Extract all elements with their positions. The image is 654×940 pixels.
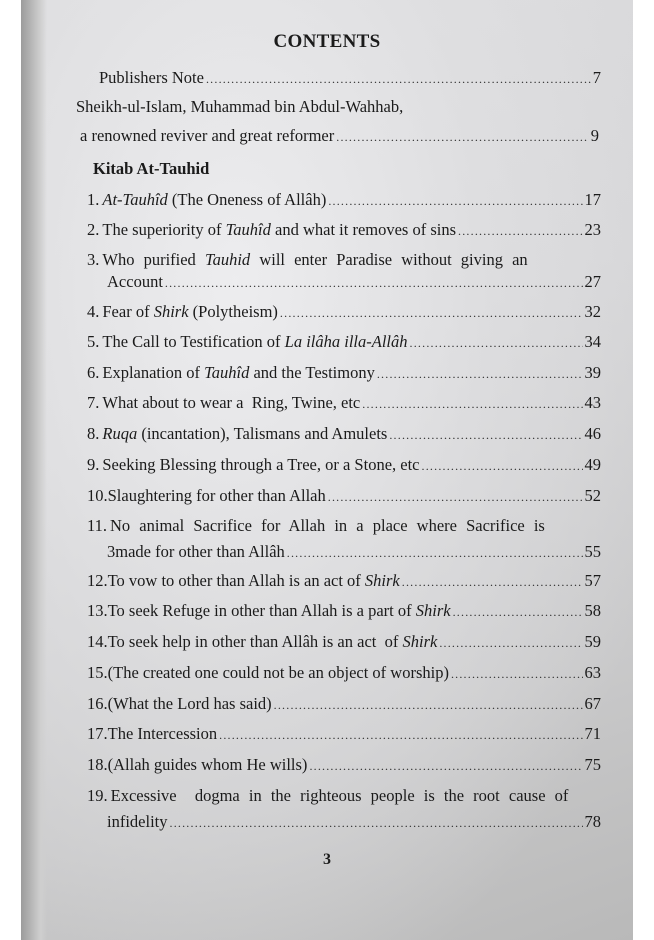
italic-term: La ilâha illa-Allâh xyxy=(284,332,408,351)
toc-entry-chapter-7[interactable] xyxy=(87,391,601,413)
toc-entry-page: 17 xyxy=(584,190,601,209)
label-text: No animal Sacrifice for Allah in a place where Sacrifice is xyxy=(110,516,545,535)
toc-entry-chapter-10[interactable] xyxy=(87,484,601,506)
toc-entry-chapter-3[interactable] xyxy=(87,248,601,270)
italic-term: Tauhid xyxy=(204,250,251,269)
label-text: (incantation), Talismans and Amulets xyxy=(137,424,388,443)
toc-entry-label-continued: Account xyxy=(107,272,163,291)
chapter-number: 11. xyxy=(87,516,108,535)
toc-entry-chapter-3-continued[interactable] xyxy=(107,270,601,292)
toc-entry-page: 7 xyxy=(592,68,601,87)
toc-entry-label xyxy=(108,663,449,683)
chapter-number: 4. xyxy=(87,302,100,321)
italic-term: Shirk xyxy=(402,632,438,651)
dot-leader xyxy=(336,128,589,146)
italic-term: Ruqa xyxy=(102,424,138,443)
toc-entry-chapter-1[interactable] xyxy=(87,188,601,210)
toc-entry-label: Publishers Note xyxy=(99,68,204,87)
italic-term: Shirk xyxy=(364,571,400,590)
dot-leader xyxy=(389,426,582,444)
label-text: What about to wear a Ring, Twine, etc xyxy=(102,393,361,412)
toc-entry-page: 39 xyxy=(584,363,601,382)
toc-entry-chapter-9[interactable] xyxy=(87,453,601,475)
toc-entry-chapter-15[interactable] xyxy=(87,661,601,683)
label-text: and what it removes of sins xyxy=(270,220,457,239)
toc-entry-page: 52 xyxy=(584,486,601,505)
toc-entry-label: a renowned reviver and great reformer xyxy=(80,126,335,145)
toc-entry-page: 55 xyxy=(584,542,601,561)
label-text: (What the Lord has said) xyxy=(107,694,272,713)
toc-entry-page: 67 xyxy=(584,694,601,713)
label-text: The superiority of xyxy=(102,220,226,239)
dot-leader xyxy=(328,192,582,210)
toc-entry-chapter-2[interactable] xyxy=(87,218,601,240)
contents-title: CONTENTS xyxy=(273,31,381,52)
chapter-number: 16. xyxy=(87,694,108,713)
toc-entry-page: 27 xyxy=(584,272,601,291)
toc-entry-chapter-16[interactable] xyxy=(87,692,601,714)
label-text: Who purified xyxy=(102,250,205,269)
dot-leader xyxy=(206,70,591,88)
toc-entry-label xyxy=(102,302,278,322)
chapter-number: 3. xyxy=(87,250,100,269)
toc-entry-page: 34 xyxy=(584,332,601,351)
toc-entry-label xyxy=(108,755,308,775)
toc-entry-chapter-8[interactable] xyxy=(87,422,601,444)
chapter-number: 6. xyxy=(87,363,100,382)
chapter-number: 14. xyxy=(87,632,108,651)
dot-leader xyxy=(458,222,582,240)
toc-entry-label xyxy=(102,190,326,210)
italic-term: At-Tauhîd xyxy=(102,190,168,209)
dot-leader xyxy=(422,457,583,475)
dot-leader xyxy=(453,603,583,621)
chapter-number: 15. xyxy=(87,663,108,682)
dot-leader xyxy=(309,757,582,775)
dot-leader xyxy=(362,395,582,413)
italic-term: Tauhîd xyxy=(204,363,250,382)
label-text: Fear of xyxy=(102,302,154,321)
dot-leader xyxy=(280,304,583,322)
toc-entry-page: 71 xyxy=(584,724,601,743)
toc-entry-chapter-13[interactable] xyxy=(87,599,601,621)
label-text: The Call to Testification of xyxy=(102,332,285,351)
label-text: To vow to other than Allah is an act of xyxy=(107,571,365,590)
chapter-number: 8. xyxy=(87,424,100,443)
toc-entry-chapter-6[interactable] xyxy=(87,361,601,383)
toc-entry-label xyxy=(108,571,400,591)
toc-entry-sheikh[interactable] xyxy=(80,124,599,146)
toc-entry-page: 63 xyxy=(584,663,601,682)
label-text: To seek Refuge in other than Allah is a part of xyxy=(107,601,416,620)
chapter-number: 10. xyxy=(87,486,108,505)
toc-entry-label xyxy=(108,632,438,652)
toc-entry-label-continued: 3made for other than Allâh xyxy=(107,542,285,561)
dot-leader xyxy=(165,274,583,292)
chapter-number: 9. xyxy=(87,455,100,474)
toc-entry-page: 57 xyxy=(584,571,601,590)
label-text: The Intercession xyxy=(107,724,218,743)
chapter-number: 18. xyxy=(87,755,108,774)
dot-leader xyxy=(410,334,583,352)
toc-entry-label xyxy=(110,516,545,536)
toc-entry-chapter-17[interactable] xyxy=(87,722,601,744)
book-page xyxy=(21,0,633,940)
label-text: Explanation of xyxy=(102,363,205,382)
italic-term: Tauhîd xyxy=(225,220,271,239)
label-text: Excessive dogma in the righteous people is the root cause of xyxy=(110,786,569,805)
toc-entry-label xyxy=(102,424,387,444)
toc-entry-page: 32 xyxy=(584,302,601,321)
toc-entry-label-continued: infidelity xyxy=(107,812,168,831)
toc-entry-chapter-11-continued[interactable] xyxy=(107,540,601,562)
toc-entry-page: 75 xyxy=(584,755,601,774)
label-text: (Allah guides whom He wills) xyxy=(107,755,308,774)
page-number: 3 xyxy=(323,851,331,868)
toc-entry-page: 46 xyxy=(584,424,601,443)
label-text: Slaughtering for other than Allah xyxy=(107,486,326,505)
toc-entry-label xyxy=(102,455,419,475)
page-spine-shadow xyxy=(21,0,47,940)
chapter-number: 13. xyxy=(87,601,108,620)
toc-entry-chapter-19[interactable] xyxy=(87,784,601,806)
chapter-number: 2. xyxy=(87,220,100,239)
chapter-number: 1. xyxy=(87,190,100,209)
toc-entry-page: 58 xyxy=(584,601,601,620)
toc-entry-chapter-18[interactable] xyxy=(87,753,601,775)
chapter-number: 5. xyxy=(87,332,100,351)
dot-leader xyxy=(402,573,583,591)
dot-leader xyxy=(377,365,583,383)
chapter-number: 17. xyxy=(87,724,108,743)
toc-entry-page: 49 xyxy=(584,455,601,474)
dot-leader xyxy=(274,696,583,714)
toc-entry-label xyxy=(108,724,218,744)
dot-leader xyxy=(287,544,583,562)
section-heading: Kitab At-Tauhid xyxy=(93,159,210,178)
toc-entry-chapter-12[interactable] xyxy=(87,569,601,591)
toc-entry-label xyxy=(108,601,451,621)
dot-leader xyxy=(451,665,583,683)
toc-entry-publishers-note[interactable] xyxy=(99,66,601,88)
toc-entry-label xyxy=(108,486,326,506)
chapter-number: 7. xyxy=(87,393,100,412)
toc-entry-sheikh-line1[interactable]: Sheikh-ul-Islam, Muhammad bin Abdul-Wahhab, xyxy=(76,97,404,116)
toc-entry-chapter-4[interactable] xyxy=(87,300,601,322)
label-text: (The Oneness of Allâh) xyxy=(167,190,327,209)
toc-entry-page: 78 xyxy=(584,812,601,831)
label-text: (Polytheism) xyxy=(188,302,278,321)
dot-leader xyxy=(170,814,583,832)
toc-entry-label xyxy=(102,220,456,240)
toc-entry-chapter-11[interactable] xyxy=(87,514,601,536)
toc-entry-page: 23 xyxy=(584,220,601,239)
chapter-number: 19. xyxy=(87,786,108,805)
dot-leader xyxy=(439,634,582,652)
toc-entry-label xyxy=(102,332,407,352)
toc-entry-label xyxy=(111,786,569,806)
toc-entry-label xyxy=(102,363,374,383)
toc-entry-page: 43 xyxy=(584,393,601,412)
dot-leader xyxy=(219,726,582,744)
label-text: will enter Paradise without giving an xyxy=(250,250,528,269)
label-text: (The created one could not be an object of worship) xyxy=(107,663,449,682)
chapter-number: 12. xyxy=(87,571,108,590)
label-text: Seeking Blessing through a Tree, or a Stone, etc xyxy=(102,455,420,474)
toc-entry-chapter-14[interactable] xyxy=(87,630,601,652)
toc-entry-page: 59 xyxy=(584,632,601,651)
italic-term: Shirk xyxy=(153,302,189,321)
toc-entry-label xyxy=(108,694,272,714)
label-text: To seek help in other than Allâh is an act of xyxy=(107,632,403,651)
toc-entry-label xyxy=(102,250,527,270)
label-text: and the Testimony xyxy=(249,363,375,382)
italic-term: Shirk xyxy=(415,601,451,620)
dot-leader xyxy=(328,488,583,506)
toc-entry-chapter-19-continued[interactable] xyxy=(107,810,601,832)
toc-entry-label xyxy=(102,393,360,413)
toc-entry-chapter-5[interactable] xyxy=(87,330,601,352)
toc-entry-page: 9 xyxy=(590,126,599,145)
